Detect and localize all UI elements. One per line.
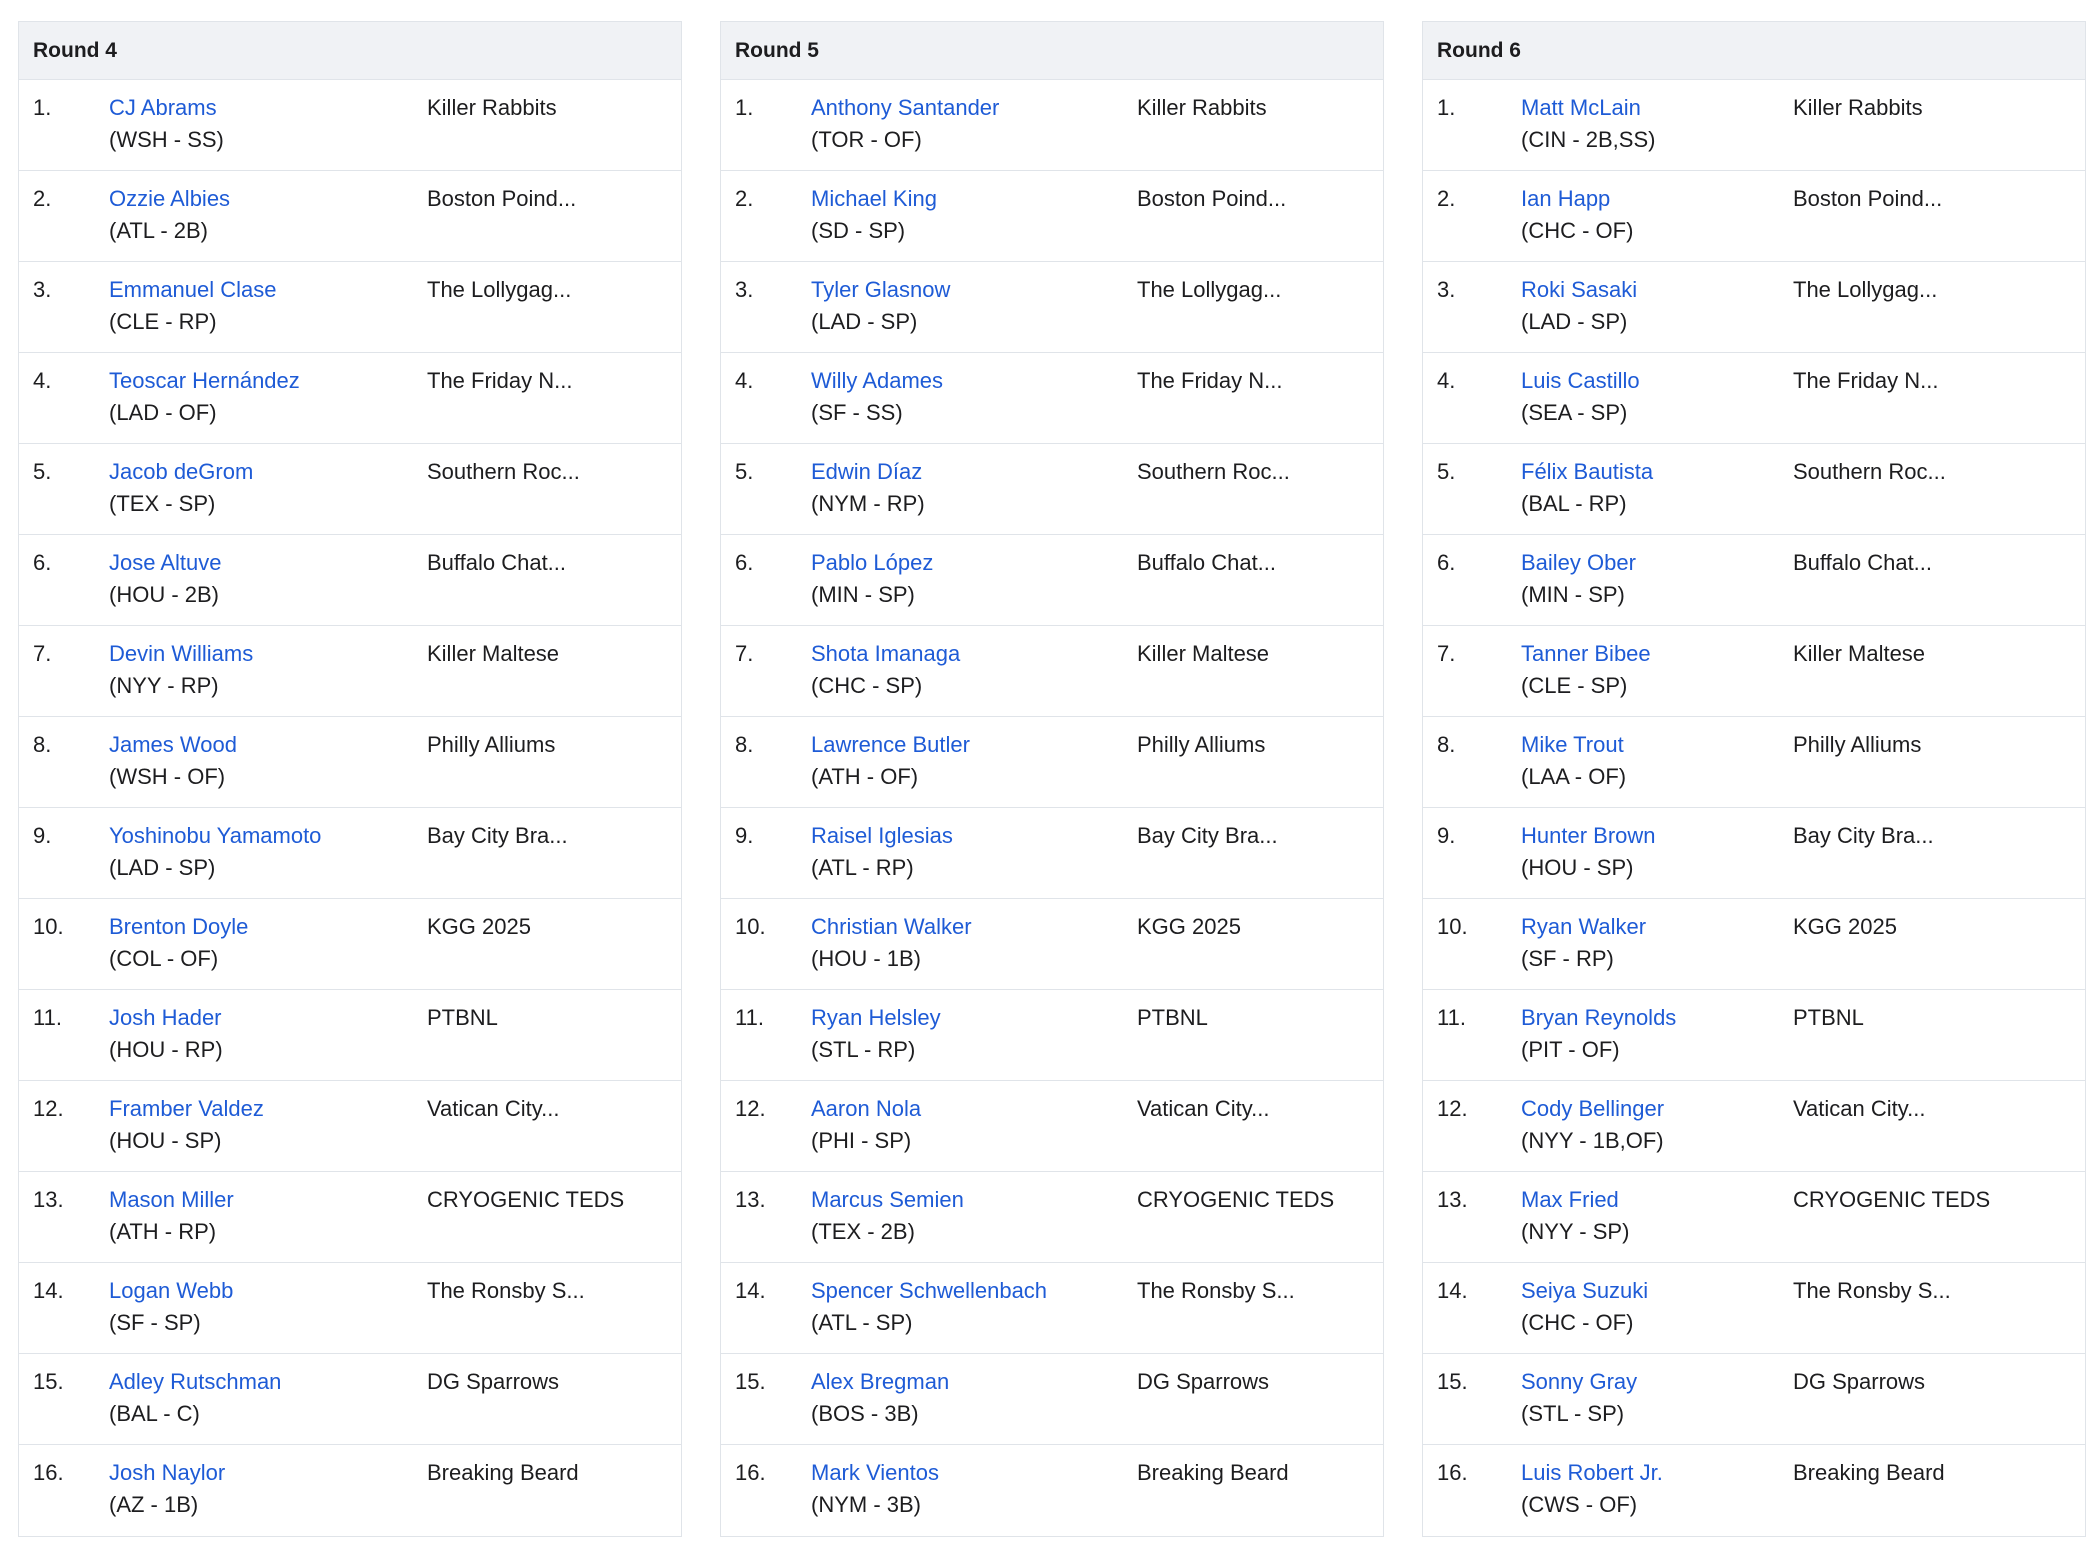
- fantasy-team-name: Killer Rabbits: [1793, 95, 1923, 120]
- pick-number: 2.: [735, 186, 754, 211]
- pick-number: 12.: [735, 1096, 766, 1121]
- player-team-position: (PHI - SP): [811, 1128, 912, 1153]
- player-team-position: (NYY - SP): [1521, 1219, 1630, 1244]
- player-cell: [1521, 820, 1656, 884]
- pick-row: [1423, 1354, 2085, 1445]
- player-cell: [1521, 729, 1626, 793]
- pick-row: [1423, 353, 2085, 444]
- pick-number: 6.: [1437, 550, 1456, 575]
- player-name-link[interactable]: Mason Miller: [109, 1187, 234, 1212]
- player-name-link[interactable]: Logan Webb: [109, 1278, 234, 1303]
- pick-number: 11.: [735, 1005, 764, 1030]
- fantasy-team-name: The Ronsby S...: [1793, 1278, 1951, 1303]
- fantasy-team-name: Southern Roc...: [1137, 459, 1290, 484]
- fantasy-team-name: KGG 2025: [1793, 914, 1897, 939]
- fantasy-team-name: Killer Maltese: [1137, 641, 1270, 666]
- player-name-link[interactable]: Anthony Santander: [811, 95, 1000, 120]
- pick-number: 8.: [33, 732, 52, 757]
- pick-row: [1423, 990, 2085, 1081]
- pick-number: 11.: [33, 1005, 62, 1030]
- pick-row: [19, 262, 681, 353]
- player-name-link[interactable]: Marcus Semien: [811, 1187, 964, 1212]
- pick-number: 1.: [735, 95, 754, 120]
- player-team-position: (BOS - 3B): [811, 1401, 919, 1426]
- player-cell: [811, 820, 953, 884]
- pick-number: 8.: [1437, 732, 1456, 757]
- pick-row: [19, 535, 681, 626]
- pick-row: [721, 353, 1383, 444]
- fantasy-team-name: CRYOGENIC TEDS: [1793, 1187, 1991, 1212]
- pick-number: 14.: [735, 1278, 766, 1303]
- player-team-position: (TEX - SP): [109, 491, 216, 516]
- player-name-link[interactable]: Mike Trout: [1521, 732, 1624, 757]
- player-name-link[interactable]: Jacob deGrom: [109, 459, 254, 484]
- pick-row: [19, 353, 681, 444]
- pick-row: [19, 626, 681, 717]
- player-cell: [109, 1093, 264, 1157]
- player-cell: [811, 1366, 949, 1430]
- fantasy-team-name: Breaking Beard: [1793, 1460, 1945, 1485]
- player-name-link[interactable]: Spencer Schwellenbach: [811, 1278, 1048, 1303]
- pick-row: [721, 717, 1383, 808]
- fantasy-team-name: Killer Maltese: [427, 641, 560, 666]
- pick-row: [1423, 717, 2085, 808]
- player-team-position: (MIN - SP): [1521, 582, 1625, 607]
- pick-row: [1423, 171, 2085, 262]
- player-team-position: (ATH - OF): [811, 764, 919, 789]
- fantasy-team-name: The Lollygag...: [427, 277, 572, 302]
- player-team-position: (NYM - RP): [811, 491, 925, 516]
- player-team-position: (SF - SP): [109, 1310, 201, 1335]
- player-cell: [811, 729, 970, 793]
- pick-row: [19, 1172, 681, 1263]
- player-team-position: (SF - SS): [811, 400, 903, 425]
- player-name-link[interactable]: Mark Vientos: [811, 1460, 939, 1485]
- player-name-link[interactable]: Raisel Iglesias: [811, 823, 953, 848]
- player-team-position: (SD - SP): [811, 218, 906, 243]
- pick-number: 9.: [33, 823, 52, 848]
- player-team-position: (ATL - SP): [811, 1310, 913, 1335]
- pick-row: [19, 1445, 681, 1536]
- pick-row: [721, 535, 1383, 626]
- pick-row: [1423, 444, 2085, 535]
- pick-number: 15.: [1437, 1369, 1468, 1394]
- pick-number: 12.: [1437, 1096, 1468, 1121]
- pick-row: [721, 171, 1383, 262]
- player-cell: [811, 547, 933, 611]
- fantasy-team-name: KGG 2025: [1137, 914, 1241, 939]
- fantasy-team-name: Buffalo Chat...: [427, 550, 567, 575]
- pick-number: 14.: [1437, 1278, 1468, 1303]
- player-team-position: (LAD - SP): [1521, 309, 1628, 334]
- fantasy-team-name: Killer Maltese: [1793, 641, 1926, 666]
- player-name-link[interactable]: Bryan Reynolds: [1521, 1005, 1677, 1030]
- player-name-link[interactable]: Seiya Suzuki: [1521, 1278, 1649, 1303]
- player-team-position: (AZ - 1B): [109, 1492, 199, 1517]
- player-cell: [1521, 1457, 1663, 1521]
- fantasy-team-name: CRYOGENIC TEDS: [427, 1187, 625, 1212]
- pick-number: 1.: [33, 95, 52, 120]
- player-name-link[interactable]: Luis Robert Jr.: [1521, 1460, 1663, 1485]
- player-cell: [109, 365, 300, 429]
- pick-number: 13.: [33, 1187, 64, 1212]
- fantasy-team-name: Boston Poind...: [1137, 186, 1287, 211]
- player-cell: [811, 1457, 939, 1521]
- player-cell: [1521, 274, 1637, 338]
- fantasy-team-name: Philly Alliums: [1793, 732, 1922, 757]
- pick-number: 4.: [735, 368, 754, 393]
- pick-row: [1423, 899, 2085, 990]
- player-team-position: (COL - OF): [109, 946, 219, 971]
- pick-number: 10.: [33, 914, 64, 939]
- player-cell: [1521, 911, 1646, 975]
- pick-number: 1.: [1437, 95, 1456, 120]
- pick-row: [721, 899, 1383, 990]
- player-cell: [811, 911, 972, 975]
- fantasy-team-name: KGG 2025: [427, 914, 531, 939]
- player-team-position: (SEA - SP): [1521, 400, 1628, 425]
- pick-number: 6.: [735, 550, 754, 575]
- fantasy-team-name: The Lollygag...: [1793, 277, 1938, 302]
- player-name-link[interactable]: CJ Abrams: [109, 95, 217, 120]
- player-name-link[interactable]: Josh Naylor: [109, 1460, 226, 1485]
- pick-number: 16.: [33, 1460, 64, 1485]
- player-name-link[interactable]: Adley Rutschman: [109, 1369, 282, 1394]
- pick-row: [19, 717, 681, 808]
- pick-row: [1423, 1445, 2085, 1536]
- player-name-link[interactable]: Edwin Díaz: [811, 459, 923, 484]
- player-cell: [811, 638, 960, 702]
- player-name-link[interactable]: Bailey Ober: [1521, 550, 1636, 575]
- player-team-position: (LAD - SP): [109, 855, 216, 880]
- pick-number: 12.: [33, 1096, 64, 1121]
- player-cell: [811, 274, 950, 338]
- pick-number: 9.: [1437, 823, 1456, 848]
- player-cell: [1521, 1002, 1676, 1066]
- player-team-position: (STL - RP): [811, 1037, 916, 1062]
- player-cell: [109, 547, 222, 611]
- player-team-position: (HOU - RP): [109, 1037, 223, 1062]
- round-title: Round 5: [721, 22, 1383, 80]
- player-cell: [109, 1275, 233, 1339]
- player-cell: [109, 729, 237, 793]
- round-table: [1422, 21, 2086, 1537]
- player-cell: [1521, 365, 1640, 429]
- pick-row: [1423, 80, 2085, 171]
- player-team-position: (CIN - 2B,SS): [1521, 127, 1656, 152]
- player-name-link[interactable]: Ozzie Albies: [109, 186, 231, 211]
- pick-row: [721, 1354, 1383, 1445]
- player-cell: [811, 1275, 1047, 1339]
- pick-number: 16.: [735, 1460, 766, 1485]
- player-team-position: (CHC - SP): [811, 673, 923, 698]
- player-team-position: (CHC - OF): [1521, 1310, 1634, 1335]
- pick-number: 13.: [735, 1187, 766, 1212]
- player-name-link[interactable]: Pablo López: [811, 550, 934, 575]
- fantasy-team-name: Southern Roc...: [1793, 459, 1946, 484]
- player-name-link[interactable]: Hunter Brown: [1521, 823, 1656, 848]
- fantasy-team-name: PTBNL: [427, 1005, 498, 1030]
- fantasy-team-name: DG Sparrows: [1793, 1369, 1926, 1394]
- fantasy-team-name: The Friday N...: [1137, 368, 1283, 393]
- player-cell: [1521, 1093, 1664, 1157]
- pick-number: 2.: [1437, 186, 1456, 211]
- player-name-link[interactable]: Brenton Doyle: [109, 914, 249, 939]
- round-title: Round 4: [19, 22, 681, 80]
- pick-number: 7.: [735, 641, 754, 666]
- player-name-link[interactable]: Cody Bellinger: [1521, 1096, 1665, 1121]
- player-team-position: (STL - SP): [1521, 1401, 1625, 1426]
- round-title: Round 6: [1423, 22, 2085, 80]
- fantasy-team-name: Killer Rabbits: [427, 95, 557, 120]
- pick-number: 3.: [735, 277, 754, 302]
- fantasy-team-name: Buffalo Chat...: [1137, 550, 1277, 575]
- pick-row: [19, 80, 681, 171]
- player-team-position: (PIT - OF): [1521, 1037, 1620, 1062]
- player-team-position: (ATL - RP): [811, 855, 914, 880]
- pick-row: [1423, 262, 2085, 353]
- player-cell: [811, 365, 943, 429]
- player-cell: [1521, 1184, 1629, 1248]
- pick-row: [721, 262, 1383, 353]
- player-name-link[interactable]: Teoscar Hernández: [109, 368, 300, 393]
- pick-number: 5.: [1437, 459, 1456, 484]
- fantasy-team-name: Southern Roc...: [427, 459, 580, 484]
- player-team-position: (TOR - OF): [811, 127, 922, 152]
- player-cell: [109, 1002, 223, 1066]
- fantasy-team-name: PTBNL: [1137, 1005, 1208, 1030]
- pick-row: [721, 990, 1383, 1081]
- pick-row: [721, 1445, 1383, 1536]
- pick-row: [721, 1081, 1383, 1172]
- player-name-link[interactable]: Sonny Gray: [1521, 1369, 1638, 1394]
- pick-row: [19, 1263, 681, 1354]
- pick-number: 7.: [33, 641, 52, 666]
- player-name-link[interactable]: Jose Altuve: [109, 550, 222, 575]
- fantasy-team-name: Bay City Bra...: [1793, 823, 1934, 848]
- pick-row: [721, 1172, 1383, 1263]
- round-table: [18, 21, 682, 1537]
- player-name-link[interactable]: Alex Bregman: [811, 1369, 950, 1394]
- pick-number: 10.: [735, 914, 766, 939]
- fantasy-team-name: DG Sparrows: [427, 1369, 560, 1394]
- player-cell: [811, 92, 999, 156]
- player-team-position: (ATL - 2B): [109, 218, 209, 243]
- pick-row: [1423, 808, 2085, 899]
- fantasy-team-name: Vatican City...: [1793, 1096, 1926, 1121]
- fantasy-team-name: Bay City Bra...: [427, 823, 568, 848]
- pick-row: [721, 444, 1383, 535]
- pick-number: 4.: [1437, 368, 1456, 393]
- player-name-link[interactable]: Tanner Bibee: [1521, 641, 1651, 666]
- player-name-link[interactable]: Framber Valdez: [109, 1096, 264, 1121]
- pick-row: [721, 1263, 1383, 1354]
- player-cell: [109, 1457, 225, 1521]
- fantasy-team-name: Breaking Beard: [1137, 1460, 1289, 1485]
- pick-number: 10.: [1437, 914, 1468, 939]
- pick-row: [19, 171, 681, 262]
- fantasy-team-name: The Ronsby S...: [1137, 1278, 1295, 1303]
- pick-number: 9.: [735, 823, 754, 848]
- pick-number: 16.: [1437, 1460, 1468, 1485]
- player-name-link[interactable]: Max Fried: [1521, 1187, 1619, 1212]
- pick-row: [19, 1081, 681, 1172]
- player-name-link[interactable]: Lawrence Butler: [811, 732, 970, 757]
- fantasy-team-name: Breaking Beard: [427, 1460, 579, 1485]
- player-team-position: (ATH - RP): [109, 1219, 217, 1244]
- pick-number: 3.: [1437, 277, 1456, 302]
- player-cell: [811, 183, 937, 247]
- pick-number: 2.: [33, 186, 52, 211]
- pick-row: [1423, 1172, 2085, 1263]
- player-name-link[interactable]: Emmanuel Clase: [109, 277, 277, 302]
- player-cell: [109, 820, 321, 884]
- fantasy-team-name: CRYOGENIC TEDS: [1137, 1187, 1335, 1212]
- fantasy-team-name: Vatican City...: [427, 1096, 560, 1121]
- player-team-position: (WSH - SS): [109, 127, 224, 152]
- fantasy-team-name: Vatican City...: [1137, 1096, 1270, 1121]
- player-team-position: (NYM - 3B): [811, 1492, 921, 1517]
- player-team-position: (CLE - RP): [109, 309, 217, 334]
- fantasy-team-name: The Ronsby S...: [427, 1278, 585, 1303]
- pick-number: 15.: [33, 1369, 64, 1394]
- player-cell: [1521, 183, 1633, 247]
- player-team-position: (HOU - SP): [109, 1128, 222, 1153]
- pick-row: [1423, 1081, 2085, 1172]
- pick-row: [1423, 535, 2085, 626]
- player-team-position: (LAD - SP): [811, 309, 918, 334]
- player-team-position: (BAL - RP): [1521, 491, 1627, 516]
- fantasy-team-name: Boston Poind...: [1793, 186, 1943, 211]
- player-cell: [109, 456, 253, 520]
- pick-row: [19, 808, 681, 899]
- player-cell: [109, 92, 224, 156]
- player-team-position: (HOU - 1B): [811, 946, 921, 971]
- draft-results: [18, 21, 2086, 1537]
- pick-row: [19, 899, 681, 990]
- player-name-link[interactable]: Yoshinobu Yamamoto: [109, 823, 322, 848]
- player-cell: [811, 456, 925, 520]
- player-team-position: (CLE - SP): [1521, 673, 1628, 698]
- fantasy-team-name: Boston Poind...: [427, 186, 577, 211]
- pick-row: [721, 808, 1383, 899]
- player-cell: [109, 183, 230, 247]
- player-team-position: (HOU - 2B): [109, 582, 219, 607]
- player-cell: [1521, 547, 1636, 611]
- player-name-link[interactable]: Willy Adames: [811, 368, 944, 393]
- player-team-position: (TEX - 2B): [811, 1219, 915, 1244]
- pick-row: [19, 990, 681, 1081]
- player-cell: [1521, 1366, 1637, 1430]
- player-name-link[interactable]: Devin Williams: [109, 641, 254, 666]
- player-team-position: (MIN - SP): [811, 582, 915, 607]
- fantasy-team-name: Philly Alliums: [427, 732, 556, 757]
- player-name-link[interactable]: Tyler Glasnow: [811, 277, 951, 302]
- player-cell: [109, 911, 248, 975]
- player-cell: [811, 1093, 921, 1157]
- player-name-link[interactable]: Ryan Walker: [1521, 914, 1647, 939]
- fantasy-team-name: The Friday N...: [1793, 368, 1939, 393]
- pick-number: 13.: [1437, 1187, 1468, 1212]
- pick-number: 7.: [1437, 641, 1456, 666]
- pick-number: 15.: [735, 1369, 766, 1394]
- pick-row: [1423, 1263, 2085, 1354]
- player-cell: [811, 1184, 964, 1248]
- player-team-position: (WSH - OF): [109, 764, 226, 789]
- player-cell: [109, 1366, 281, 1430]
- pick-number: 5.: [33, 459, 52, 484]
- player-name-link[interactable]: Ian Happ: [1521, 186, 1611, 211]
- pick-number: 4.: [33, 368, 52, 393]
- player-name-link[interactable]: Matt McLain: [1521, 95, 1641, 120]
- fantasy-team-name: PTBNL: [1793, 1005, 1864, 1030]
- player-team-position: (BAL - C): [109, 1401, 200, 1426]
- player-team-position: (LAD - OF): [109, 400, 217, 425]
- player-cell: [1521, 1275, 1648, 1339]
- player-name-link[interactable]: Félix Bautista: [1521, 459, 1654, 484]
- player-name-link[interactable]: Luis Castillo: [1521, 368, 1640, 393]
- player-cell: [1521, 638, 1651, 702]
- player-team-position: (NYY - 1B,OF): [1521, 1128, 1664, 1153]
- pick-row: [19, 444, 681, 535]
- pick-row: [19, 1354, 681, 1445]
- player-team-position: (HOU - SP): [1521, 855, 1634, 880]
- fantasy-team-name: DG Sparrows: [1137, 1369, 1270, 1394]
- player-cell: [109, 274, 277, 338]
- player-team-position: (LAA - OF): [1521, 764, 1627, 789]
- round-table: [720, 21, 1384, 1537]
- player-name-link[interactable]: James Wood: [109, 732, 237, 757]
- pick-row: [721, 626, 1383, 717]
- player-team-position: (SF - RP): [1521, 946, 1614, 971]
- pick-number: 11.: [1437, 1005, 1466, 1030]
- player-name-link[interactable]: Aaron Nola: [811, 1096, 922, 1121]
- fantasy-team-name: Buffalo Chat...: [1793, 550, 1933, 575]
- fantasy-team-name: The Friday N...: [427, 368, 573, 393]
- player-cell: [1521, 456, 1653, 520]
- player-name-link[interactable]: Shota Imanaga: [811, 641, 961, 666]
- fantasy-team-name: Bay City Bra...: [1137, 823, 1278, 848]
- player-cell: [811, 1002, 941, 1066]
- pick-number: 5.: [735, 459, 754, 484]
- player-name-link[interactable]: Ryan Helsley: [811, 1005, 941, 1030]
- player-cell: [109, 1184, 234, 1248]
- pick-row: [721, 80, 1383, 171]
- player-team-position: (CHC - OF): [1521, 218, 1634, 243]
- player-name-link[interactable]: Josh Hader: [109, 1005, 222, 1030]
- pick-number: 3.: [33, 277, 52, 302]
- pick-number: 8.: [735, 732, 754, 757]
- pick-row: [1423, 626, 2085, 717]
- fantasy-team-name: The Lollygag...: [1137, 277, 1282, 302]
- player-cell: [1521, 92, 1655, 156]
- pick-number: 6.: [33, 550, 52, 575]
- pick-number: 14.: [33, 1278, 64, 1303]
- player-name-link[interactable]: Christian Walker: [811, 914, 972, 939]
- player-name-link[interactable]: Roki Sasaki: [1521, 277, 1638, 302]
- player-cell: [109, 638, 253, 702]
- fantasy-team-name: Philly Alliums: [1137, 732, 1266, 757]
- player-team-position: (NYY - RP): [109, 673, 219, 698]
- fantasy-team-name: Killer Rabbits: [1137, 95, 1267, 120]
- player-name-link[interactable]: Michael King: [811, 186, 937, 211]
- player-team-position: (CWS - OF): [1521, 1492, 1638, 1517]
